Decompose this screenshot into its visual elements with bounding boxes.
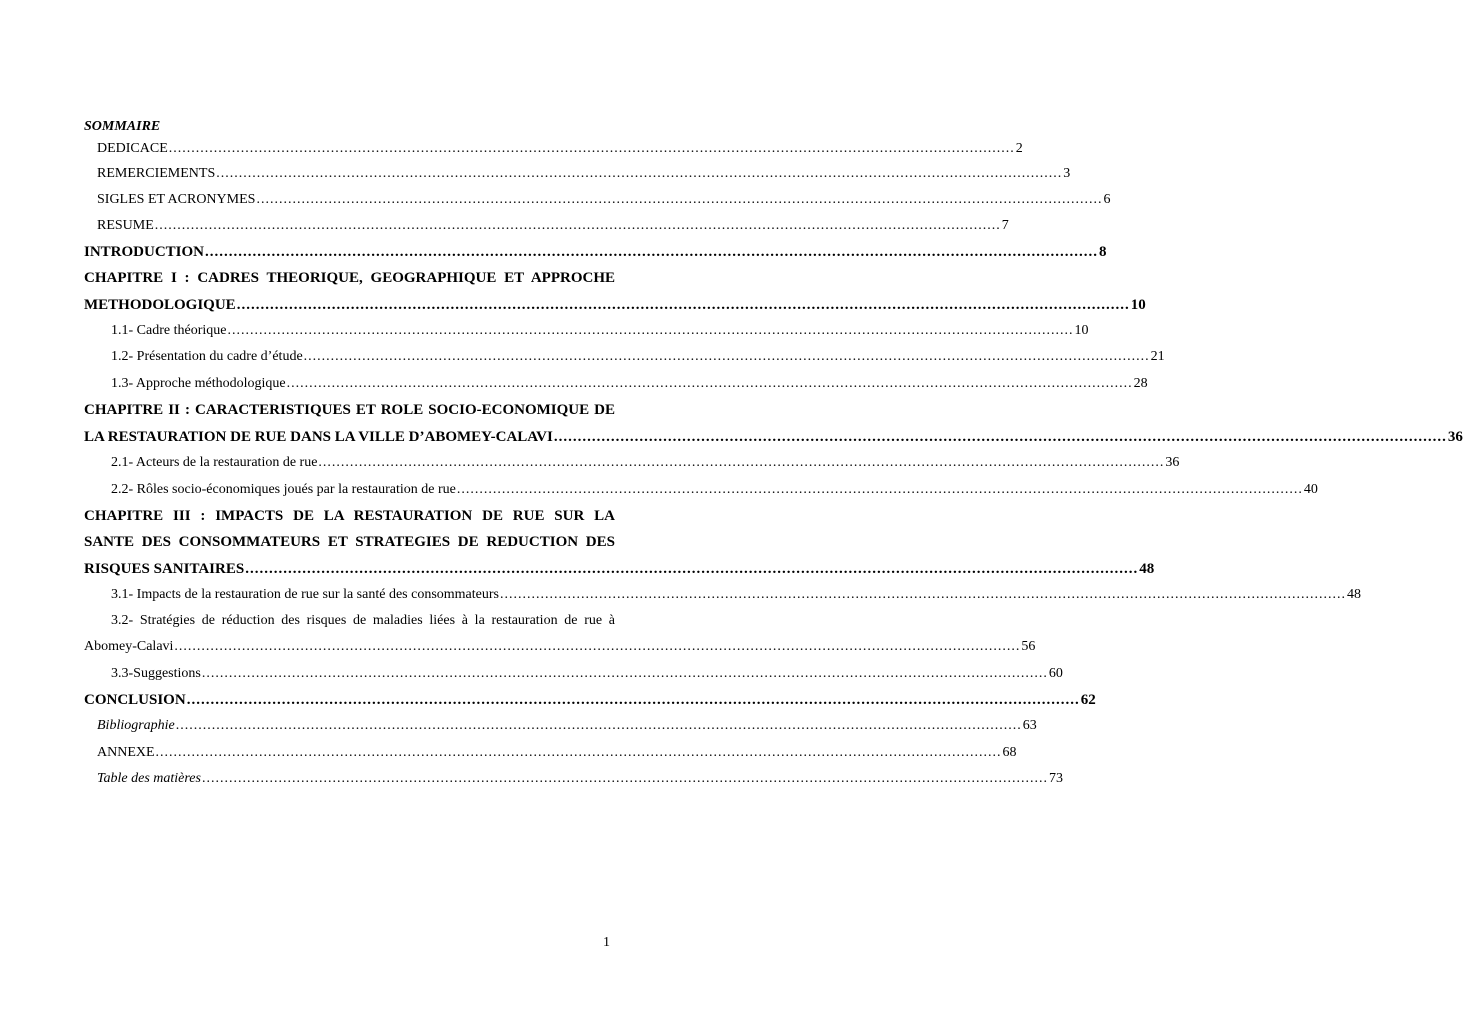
dot-leader: ............................................................................................................................................................................................ [456, 482, 1303, 497]
toc-entry-chapter-2[interactable] [84, 427, 1463, 447]
toc-entry-page: 10 [1074, 323, 1089, 338]
toc-entry-label: DEDICACE [97, 141, 168, 156]
toc-entry-3-2-line1[interactable]: 3.2- Stratégies de réduction des risques de maladies liées à la restauration de rue à [111, 613, 615, 628]
toc-entry-label: 1.3- Approche méthodologique [111, 376, 286, 391]
toc-entry-1-2[interactable] [111, 347, 1165, 367]
toc-entry-sigles[interactable] [97, 190, 1111, 210]
toc-entry-page: 60 [1048, 666, 1063, 681]
dot-leader: ............................................................................................................................................................................................ [499, 587, 1346, 602]
toc-entry-page: 68 [1002, 745, 1017, 760]
toc-entry-label: 2.2- Rôles socio-économiques joués par la restauration de rue [111, 482, 456, 497]
toc-entry-annexe[interactable] [97, 743, 1017, 763]
toc-entry-label: RESUME [97, 218, 154, 233]
toc-entry-page: 2 [1015, 141, 1023, 156]
dot-leader: ............................................................................................................................................................................................ [236, 297, 1130, 313]
toc-entry-page: 62 [1080, 692, 1096, 708]
toc-entry-label: 3.3-Suggestions [111, 666, 201, 681]
toc-entry-page: 3 [1063, 166, 1071, 181]
dot-leader: ............................................................................................................................................................................................ [303, 349, 1150, 364]
toc-entry-page: 6 [1103, 192, 1111, 207]
toc-entry-3-3[interactable] [111, 664, 1063, 684]
toc-entry-label: Table des matières [97, 771, 201, 786]
toc-entry-2-1[interactable] [111, 453, 1180, 473]
toc-entry-page: 48 [1346, 587, 1361, 602]
chapter-1-heading-line1[interactable]: CHAPITRE I : CADRES THEORIQUE, GEOGRAPHIQUE ET APPROCHE [84, 270, 615, 286]
toc-entry-label: 1.1- Cadre théorique [111, 323, 227, 338]
toc-entry-label: RISQUES SANITAIRES [84, 561, 245, 577]
dot-leader: ............................................................................................................................................................................................ [318, 455, 1165, 470]
dot-leader: ............................................................................................................................................................................................ [175, 718, 1022, 733]
toc-entry-3-2[interactable] [84, 637, 1036, 657]
dot-leader: ............................................................................................................................................................................................ [155, 745, 1002, 760]
toc-entry-table-des-matieres[interactable] [97, 769, 1063, 789]
toc-title: SOMMAIRE [84, 119, 161, 134]
toc-entry-label: LA RESTAURATION DE RUE DANS LA VILLE D’ABOMEY-CALAVI [84, 429, 553, 445]
dot-leader: ............................................................................................................................................................................................ [154, 218, 1001, 233]
toc-entry-3-1[interactable] [111, 585, 1361, 605]
chapter-3-heading-line1[interactable]: CHAPITRE III : IMPACTS DE LA RESTAURATION DE RUE SUR LA [84, 508, 615, 524]
toc-entry-page: 28 [1133, 376, 1148, 391]
dot-leader: ............................................................................................................................................................................................ [245, 561, 1139, 577]
dot-leader: ............................................................................................................................................................................................ [201, 771, 1048, 786]
toc-entry-page: 73 [1048, 771, 1063, 786]
toc-entry-page: 8 [1099, 244, 1107, 260]
toc-entry-page: 10 [1130, 297, 1146, 313]
toc-entry-label: ANNEXE [97, 745, 155, 760]
dot-leader: ............................................................................................................................................................................................ [201, 666, 1048, 681]
toc-entry-page: 21 [1150, 349, 1165, 364]
dot-leader: ............................................................................................................................................................................................ [174, 639, 1021, 654]
dot-leader: ............................................................................................................................................................................................ [286, 376, 1133, 391]
dot-leader: ............................................................................................................................................................................................ [168, 141, 1015, 156]
toc-entry-label: REMERCIEMENTS [97, 166, 216, 181]
toc-entry-label: INTRODUCTION [84, 244, 205, 260]
toc-entry-2-2[interactable] [111, 480, 1318, 500]
dot-leader: ............................................................................................................................................................................................ [205, 244, 1099, 260]
toc-entry-label: Abomey-Calavi [84, 639, 174, 654]
dot-leader: ............................................................................................................................................................................................ [227, 323, 1074, 338]
toc-entry-conclusion[interactable] [84, 690, 1096, 710]
toc-entry-chapter-3[interactable] [84, 559, 1155, 579]
toc-entry-page: 63 [1022, 718, 1037, 733]
toc-entry-label: 2.1- Acteurs de la restauration de rue [111, 455, 318, 470]
toc-entry-remerciements[interactable] [97, 164, 1071, 184]
dot-leader: ............................................................................................................................................................................................ [553, 429, 1447, 445]
toc-entry-1-1[interactable] [111, 321, 1089, 341]
toc-entry-label: SIGLES ET ACRONYMES [97, 192, 256, 207]
toc-entry-dedicace[interactable] [97, 139, 1023, 159]
toc-entry-page: 7 [1001, 218, 1009, 233]
toc-entry-bibliographie[interactable] [97, 716, 1037, 736]
toc-entry-chapter-1[interactable] [84, 295, 1146, 315]
toc-entry-page: 36 [1165, 455, 1180, 470]
page-number: 1 [603, 935, 610, 950]
chapter-3-heading-line2[interactable]: SANTE DES CONSOMMATEURS ET STRATEGIES DE REDUCTION DES [84, 534, 615, 550]
toc-entry-label: Bibliographie [97, 718, 175, 733]
toc-entry-label: METHODOLOGIQUE [84, 297, 236, 313]
toc-entry-1-3[interactable] [111, 374, 1148, 394]
chapter-2-heading-line1[interactable]: CHAPITRE II : CARACTERISTIQUES ET ROLE SOCIO-ECONOMIQUE DE [84, 402, 615, 418]
dot-leader: ............................................................................................................................................................................................ [216, 166, 1063, 181]
toc-entry-label: 1.2- Présentation du cadre d’étude [111, 349, 303, 364]
toc-entry-introduction[interactable] [84, 242, 1107, 262]
toc-entry-label: 3.1- Impacts de la restauration de rue sur la santé des consommateurs [111, 587, 499, 602]
dot-leader: ............................................................................................................................................................................................ [186, 692, 1080, 708]
toc-entry-page: 36 [1447, 429, 1463, 445]
toc-entry-label: CONCLUSION [84, 692, 186, 708]
toc-entry-resume[interactable] [97, 216, 1009, 236]
toc-entry-page: 40 [1303, 482, 1318, 497]
toc-entry-page: 48 [1139, 561, 1155, 577]
toc-entry-page: 56 [1021, 639, 1036, 654]
dot-leader: ............................................................................................................................................................................................ [256, 192, 1103, 207]
